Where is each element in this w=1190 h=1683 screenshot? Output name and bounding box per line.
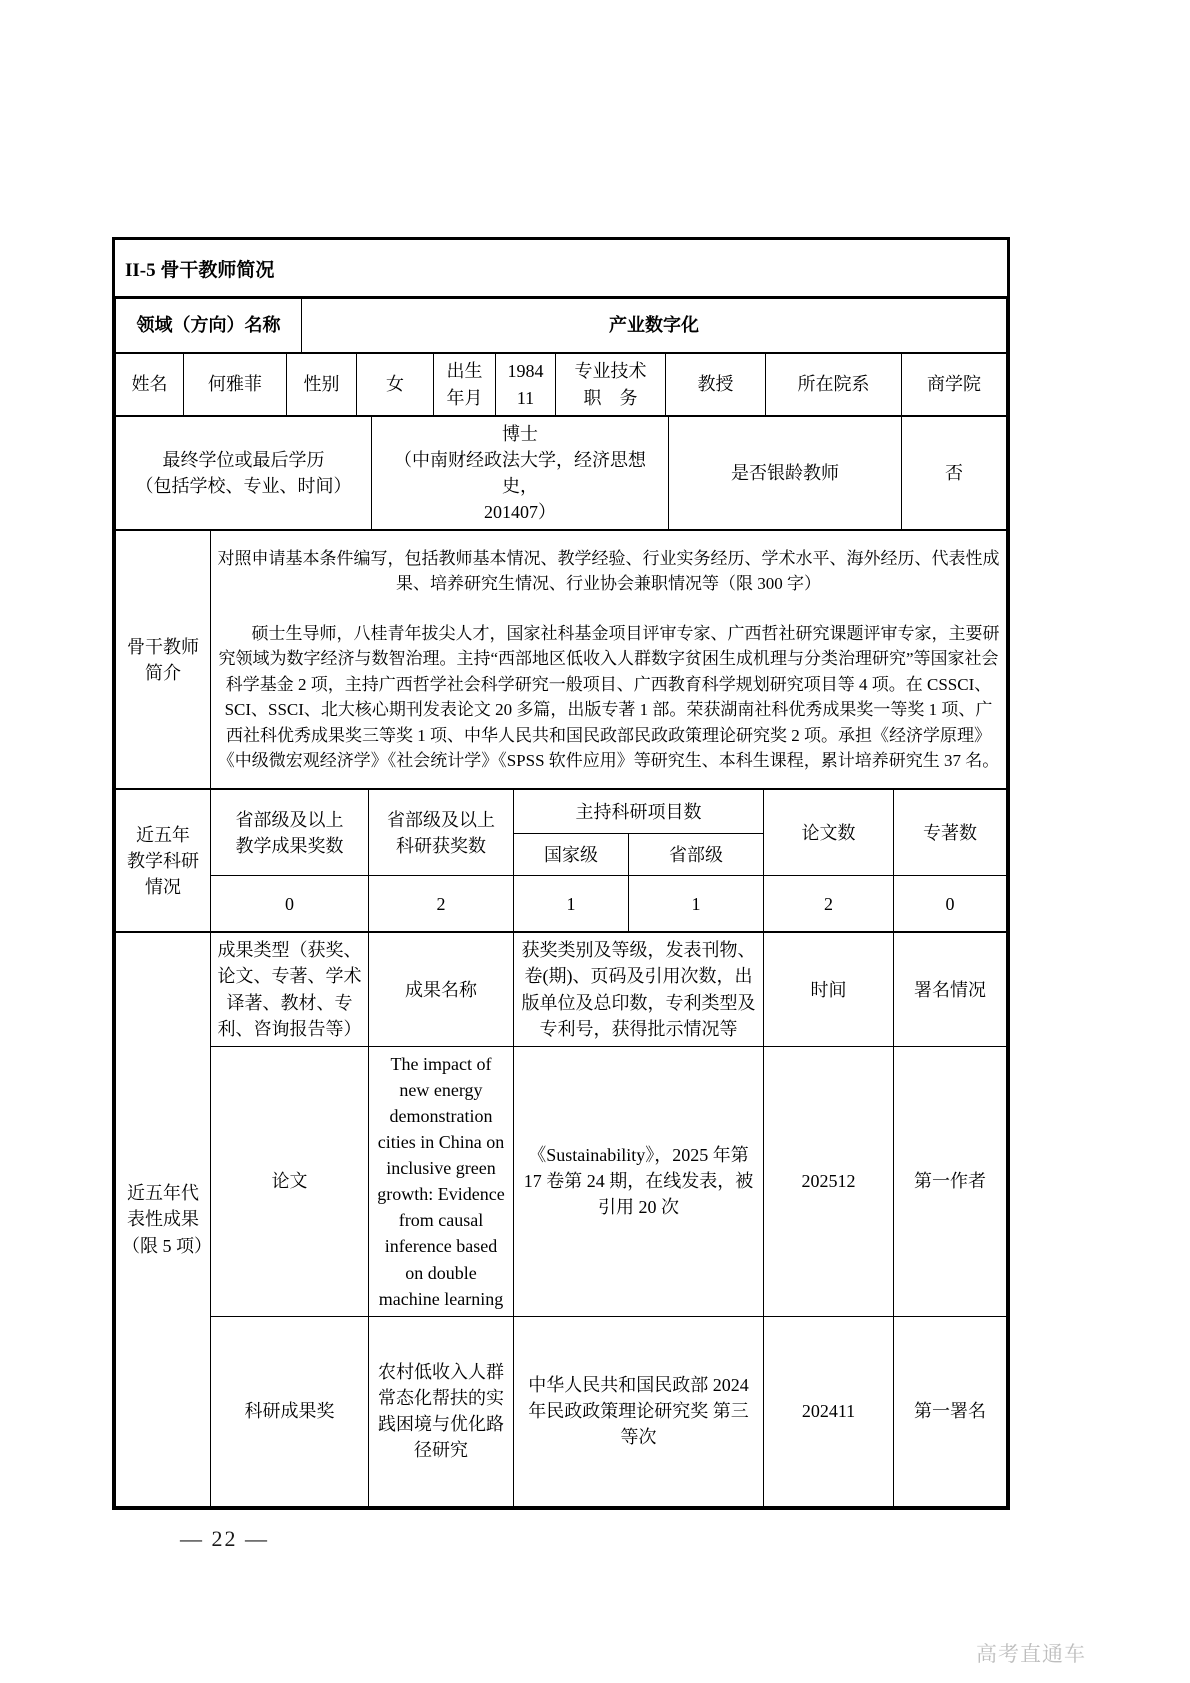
intro-section [115,530,1007,789]
intro-biography: 硕士生导师，八桂青年拔尖人才，国家社科基金项目评审专家、广西哲社研究课题评审专家，主要研究领域为数字经济与数智治理。主持“西部地区低收入人群数字贫困生成机理与分类治理研究”等国家社会科学基金 2 项，主持广西哲学社会科学研究一般项目、广西教育科学规划研究项目等 4 项。在 CSSCI、SCI、SSCI、北大核心期刊发表论文 20 多篇，出版专著 1 部。荣获湖南社科优秀成果奖一等奖 1 项、广西社科优秀成果奖三等奖 1 项、中华人民共和国民政部民政政策理论研究奖 2 项。承担《经济学原理》《中级微宏观经济学》《社会统计学》《SPSS 软件应用》等研究生、本科生课程，累计培养研究生 37 名。 [217,623,1000,771]
degree-row [115,416,1007,530]
degree-label-line1: 最终学位或最后学历 [162,450,325,471]
birth-value-year: 1984 [507,361,544,382]
achievement-signature-header: 署名情况 [894,933,1007,1046]
stats-label [116,790,211,932]
teaching-awards-header-line2: 教学成果奖数 [235,835,344,856]
achievement-2-type: 科研成果奖 [211,1316,369,1506]
silver-age-teacher-label: 是否银龄教师 [669,417,902,530]
name-value: 何雅菲 [184,354,287,416]
provincial-level-header: 省部级 [629,834,764,876]
teaching-awards-header [211,790,369,876]
professional-title-label-line2: 职 务 [583,387,638,408]
teacher-profile-form [112,237,1010,1510]
silver-age-teacher-value: 否 [902,417,1007,530]
domain-label: 领域（方向）名称 [116,299,302,353]
intro-content [211,531,1007,789]
achievement-name-header: 成果名称 [369,933,514,1046]
stats-label-line3: 情况 [145,876,181,897]
achievements-label-line2: 表性成果 [127,1209,199,1230]
projects-header: 主持科研项目数 [514,790,764,834]
achievement-1-type: 论文 [211,1046,369,1316]
achievement-2-name: 农村低收入人群常态化帮扶的实践困境与优化路径研究 [369,1316,514,1506]
birth-value [496,354,556,416]
name-label: 姓名 [116,354,184,416]
national-level-header: 国家级 [514,834,629,876]
research-awards-value: 2 [369,876,514,932]
intro-instructions: 对照申请基本条件编写，包括教师基本情况、教学经验、行业实务经历、学术水平、海外经历、代表性成果、培养研究生情况、行业协会兼职情况等（限 300 字） [217,548,1000,594]
provincial-projects-value: 1 [629,876,764,932]
degree-value-line1: 博士 [502,424,538,444]
research-awards-header-line1: 省部级及以上 [387,809,495,830]
achievement-1-signature: 第一作者 [894,1046,1007,1316]
professional-title-label [556,354,666,416]
achievements-label-line3: （限 5 项） [122,1235,212,1256]
research-awards-header [369,790,514,876]
stats-label-line2: 教学科研 [127,850,199,871]
books-header: 专著数 [894,790,1007,876]
domain-value: 产业数字化 [302,299,1007,353]
page-number: — 22 — [180,1526,269,1551]
achievement-type-header: 成果类型（获奖、论文、专著、学术译著、教材、专利、咨询报告等） [211,933,369,1046]
degree-label [116,417,372,530]
watermark-text: 高考直通车 [976,1643,1086,1666]
papers-value: 2 [764,876,894,932]
intro-label [116,531,211,789]
achievements-label-line1: 近五年代 [127,1183,199,1204]
achievement-1-time: 202512 [764,1046,894,1316]
teaching-awards-header-line1: 省部级及以上 [235,809,344,830]
papers-header: 论文数 [764,790,894,876]
degree-value-line3: 201407） [484,502,556,523]
form-section-title: II-5 骨干教师简况 [115,240,1007,298]
intro-label-line2: 简介 [145,662,181,683]
birth-label-line2: 年月 [446,387,483,408]
achievement-2-detail: 中华人民共和国民政部 2024 年民政政策理论研究奖 第三等次 [514,1316,764,1506]
department-label: 所在院系 [766,354,902,416]
birth-label [434,354,496,416]
birth-value-month: 11 [516,387,535,408]
achievement-2-signature: 第一署名 [894,1316,1007,1506]
degree-label-line2: （包括学校、专业、时间） [135,476,352,497]
gender-label: 性别 [287,354,357,416]
professional-title-label-line1: 专业技术 [574,361,647,382]
achievements-label [116,933,211,1506]
domain-row [115,298,1007,353]
intro-label-line1: 骨干教师 [127,636,199,657]
degree-value [372,417,669,530]
achievement-detail-header: 获奖类别及等级，发表刊物、卷(期)、页码及引用次数，出版单位及总印数，专利类型及专利号，获得批示情况等 [514,933,764,1046]
achievement-2-time: 202411 [764,1316,894,1506]
books-value: 0 [894,876,1007,932]
degree-value-line2: （中南财经政法大学，经济思想史， [394,450,646,497]
department-value: 商学院 [902,354,1007,416]
achievement-row [116,1046,1007,1316]
teaching-awards-value: 0 [211,876,369,932]
birth-label-line1: 出生 [446,361,483,382]
gender-value: 女 [357,354,434,416]
stats-section [115,789,1007,932]
professional-title-value: 教授 [666,354,766,416]
achievement-row [116,1316,1007,1506]
basic-info-row [115,353,1007,416]
achievement-time-header: 时间 [764,933,894,1046]
research-awards-header-line2: 科研获奖数 [396,835,486,856]
achievement-1-name: The impact of new energy demonstration cities in China on inclusive green growth: Evidence from causal inference based on double machine learning [369,1046,514,1316]
national-projects-value: 1 [514,876,629,932]
achievement-1-detail: 《Sustainability》，2025 年第 17 卷第 24 期，在线发表，被引用 20 次 [514,1046,764,1316]
stats-label-line1: 近五年 [136,824,190,845]
achievements-section [115,932,1007,1506]
